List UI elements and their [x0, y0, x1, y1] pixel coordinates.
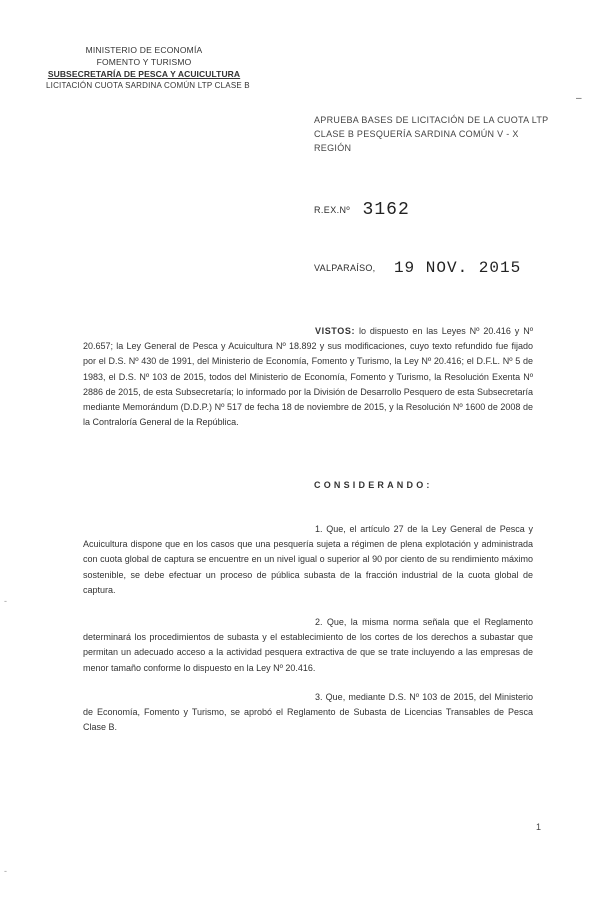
margin-mark: - [4, 866, 7, 876]
resolution-number-value: 3162 [362, 200, 410, 220]
undersecretariat-name: SUBSECRETARÍA DE PESCA Y ACUICULTURA [47, 69, 241, 79]
letterhead [34, 44, 254, 92]
reference-line: LICITACIÓN CUOTA SARDINA COMÚN LTP CLASE B [46, 81, 250, 90]
considerando-item-2 [83, 615, 533, 676]
considerando-item-text: Ministerio de Economía, Fomento y Turismo, se aprobó el Reglamento de Subasta de Licencias Transables de Pesca Clase B. [83, 692, 533, 733]
considerando-item-text: Pesca y Acuicultura dispone que en los casos que una pesquería sujeta a régimen de plena explotación y administrada con cuota global de captura se encuentre en un nivel igual o superior al 90 por ciento de su rendimiento máximo sostenible, se debe efectuar un proceso de pública subasta de la fracción industrial de la cuota global de captura. [83, 524, 533, 595]
page-number: 1 [536, 822, 542, 832]
resolution-number-label: R.EX.Nº [314, 205, 351, 215]
department-name: FOMENTO Y TURISMO [96, 57, 192, 67]
considerando-item-lead: 3. Que, mediante D.S. Nº 103 de 2015, del [315, 692, 492, 702]
margin-dash: – [576, 93, 582, 104]
considerando-item-text: Reglamento determinará los procedimientos de subasta y el establecimiento de los cortes de los derechos a subastar que permitan un adecuado acceso a la actividad pesquera extractiva de que se trate incluyendo a las empresas de menor tamaño conforme lo dispuesto en la Ley Nº 20.416. [83, 617, 533, 673]
vistos-text: lo dispuesto en las Leyes Nº 20.416 y Nº 20.657; la Ley General de Pesca y Acuicultura Nº 18.892 y sus modificaciones, cuyo texto refundido fue fijado por el D.S. Nº 430 de 1991, del Ministerio de Economía, Fomento y Turismo, la Ley Nº 20.416; el D.F.L. Nº 5 de 1983, el D.S. Nº 103 de 2015, todos del Ministerio de Economía, Fomento y Turismo, la Resolución Exenta Nº 2886 de 2015, de esta Subsecretaría; lo informado por la División de Desarrollo Pesquero de esta Subsecretaría mediante Memorándum (D.D.P.) Nº 517 de fecha 18 de noviembre de 2015, y la Resolución Nº 1600 de 2008 de la Contraloría General de la República. [83, 326, 533, 428]
resolution-date [314, 259, 521, 277]
margin-mark: - [4, 596, 7, 606]
ministry-name: MINISTERIO DE ECONOMÍA [85, 45, 203, 55]
date-city: VALPARAÍSO, [314, 263, 376, 273]
resolution-number [314, 200, 410, 220]
considerando-item-lead: 1. Que, el artículo 27 de la Ley General de [315, 524, 496, 534]
considerando-item-lead: 2. Que, la misma norma señala que el [315, 617, 481, 627]
considerando-heading: CONSIDERANDO: [314, 480, 433, 490]
resolution-subject: APRUEBA BASES DE LICITACIÓN DE LA CUOTA LTP CLASE B PESQUERÍA SARDINA COMÚN V - X REGIÓN [314, 115, 549, 153]
considerando-item-1 [83, 522, 533, 598]
vistos-label: VISTOS: [315, 326, 356, 336]
vistos-paragraph [83, 324, 533, 430]
date-stamp: 19 NOV. 2015 [393, 259, 522, 277]
considerando-item-3 [83, 690, 533, 736]
